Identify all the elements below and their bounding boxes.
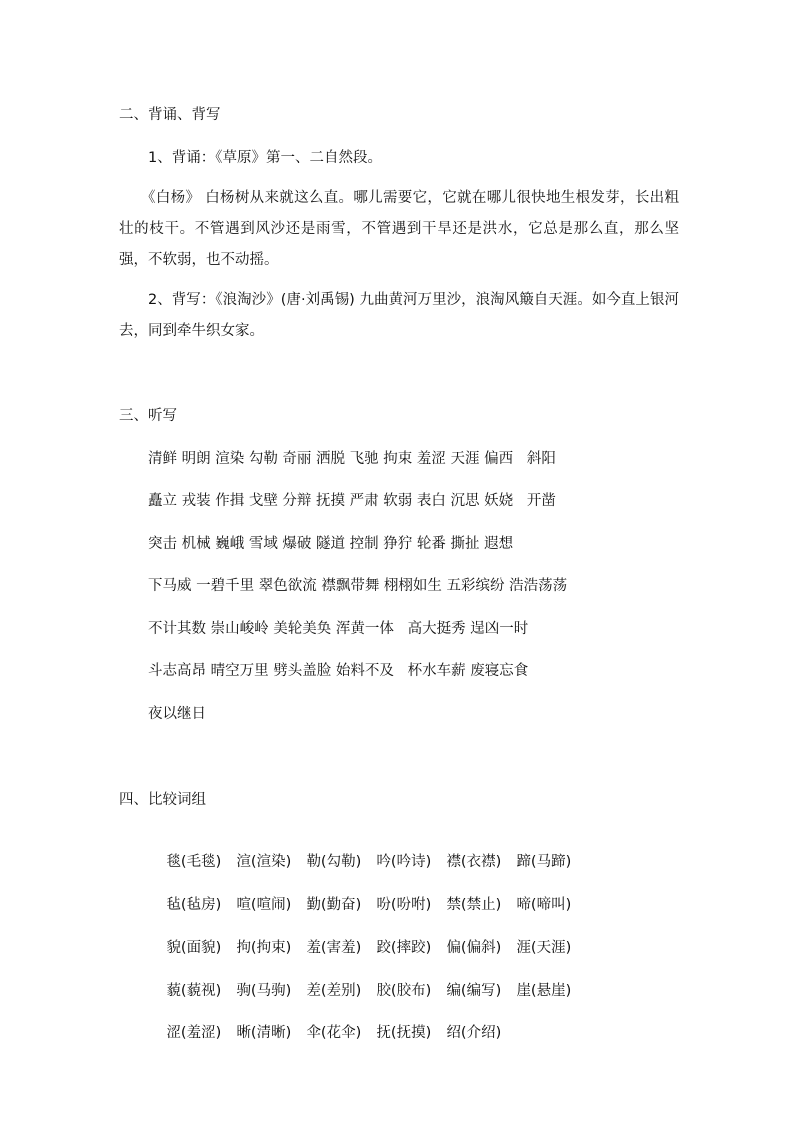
compare-item: 吟(吟诗) — [376, 854, 432, 870]
compare-item: 绍(介绍) — [446, 1025, 502, 1041]
compare-item: 勤(勤奋) — [306, 897, 362, 913]
section-4-heading: 四、比较词组 — [119, 792, 206, 808]
compare-item: 毯(毛毯) — [166, 854, 222, 870]
compare-item: 崖(悬崖) — [516, 983, 572, 999]
compare-item: 抚(抚摸) — [376, 1025, 432, 1041]
baiyang-paragraph: 《白杨》 白杨树从来就这么直。哪儿需要它，它就在哪儿很快地生根发芽，长出粗壮的枝干。不管遇到风沙还是雨雪，不管遇到干旱还是洪水，它总是那么直，那么坚强，不软弱，也不动摇。 — [119, 190, 679, 268]
recite-item-2: 2、背写：《浪淘沙》(唐·刘禹锡) 九曲黄河万里沙，浪淘风簸自天涯。如今直上银河去，同到牵牛织女家。 — [119, 292, 679, 339]
compare-item: 涩(羞涩) — [166, 1025, 222, 1041]
compare-row — [148, 1003, 516, 1063]
dictation-line: 夜以继日 — [148, 706, 206, 722]
compare-item: 喧(喧闹) — [236, 897, 292, 913]
section-3-heading: 三、听写 — [119, 408, 177, 424]
dictation-line: 下马威 一碧千里 翠色欲流 襟飘带舞 栩栩如生 五彩缤纷 浩浩荡荡 — [148, 578, 568, 594]
compare-item: 胶(胶布) — [376, 983, 432, 999]
compare-item: 晰(清晰) — [236, 1025, 292, 1041]
recite-item-1: 1、背诵：《草原》第一、二自然段。 — [148, 150, 382, 166]
compare-item: 蹄(马蹄) — [516, 854, 572, 870]
compare-item: 襟(衣襟) — [446, 854, 502, 870]
dictation-line: 突击 机械 巍峨 雪域 爆破 隧道 控制 狰狞 轮番 撕扯 遐想 — [148, 536, 514, 552]
compare-item: 伞(花伞) — [306, 1025, 362, 1041]
dictation-line: 清鲜 明朗 渲染 勾勒 奇丽 洒脱 飞驰 拘束 羞涩 天涯 偏西 斜阳 — [148, 451, 556, 467]
compare-item: 跤(摔跤) — [376, 940, 432, 956]
compare-item: 貌(面貌) — [166, 940, 222, 956]
compare-item: 驹(马驹) — [236, 983, 292, 999]
compare-item: 藐(藐视) — [166, 983, 222, 999]
dictation-line: 不计其数 崇山峻岭 美轮美奂 浑黄一体 高大挺秀 逞凶一时 — [148, 621, 529, 637]
compare-item: 拘(拘束) — [236, 940, 292, 956]
dictation-line: 矗立 戎装 作揖 戈壁 分辩 抚摸 严肃 软弱 表白 沉思 妖娆 开凿 — [148, 493, 556, 509]
compare-item: 禁(禁止) — [446, 897, 502, 913]
compare-item: 偏(偏斜) — [446, 940, 502, 956]
compare-item: 涯(天涯) — [516, 940, 572, 956]
dictation-line: 斗志高昂 晴空万里 劈头盖脸 始料不及 杯水车薪 废寝忘食 — [148, 663, 529, 679]
compare-item: 羞(害羞) — [306, 940, 362, 956]
compare-item: 勒(勾勒) — [306, 854, 362, 870]
compare-item: 渲(渲染) — [236, 854, 292, 870]
compare-item: 编(编写) — [446, 983, 502, 999]
compare-item: 啼(啼叫) — [516, 897, 572, 913]
section-2-heading: 二、背诵、背写 — [119, 107, 221, 123]
compare-item: 吩(吩咐) — [376, 897, 432, 913]
compare-item: 毡(毡房) — [166, 897, 222, 913]
compare-item: 差(差别) — [306, 983, 362, 999]
